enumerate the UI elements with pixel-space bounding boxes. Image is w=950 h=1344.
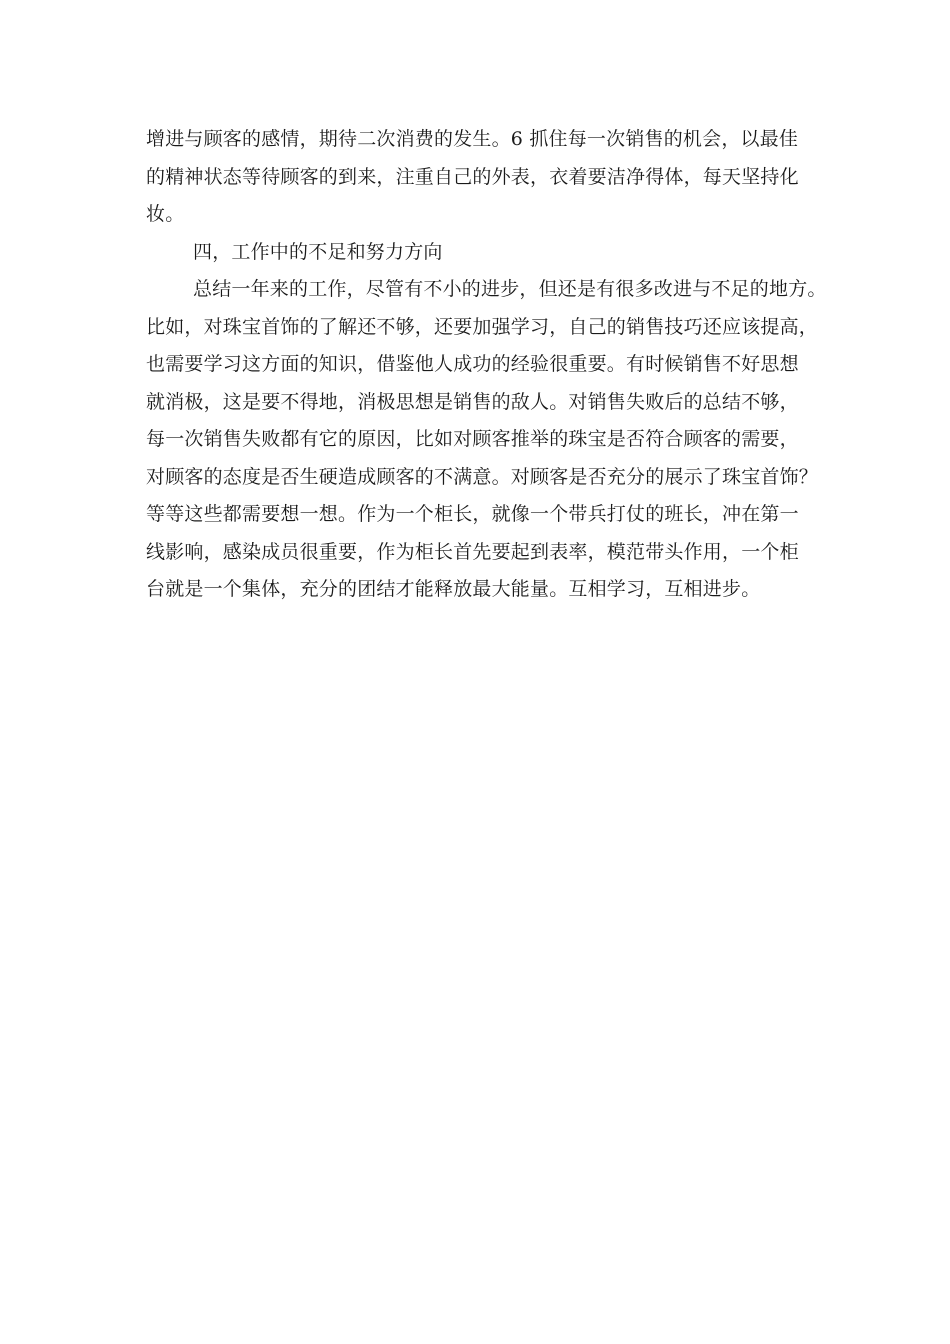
paragraph-line: 等等这些都需要想一想。作为一个柜长，就像一个带兵打仗的班长，冲在第一 bbox=[146, 503, 799, 525]
paragraph-line: 妆。 bbox=[146, 203, 185, 225]
section-heading: 四，工作中的不足和努力方向 bbox=[193, 240, 443, 263]
paragraph-line: 每一次销售失败都有它的原因，比如对顾客推举的珠宝是否符合顾客的需要， bbox=[146, 428, 799, 450]
paragraph-line: 增进与顾客的感情，期待二次消费的发生。6 抓住每一次销售的机会，以最佳 bbox=[146, 128, 799, 150]
paragraph-line: 总结一年来的工作，尽管有不小的进步，但还是有很多改进与不足的地方。 bbox=[193, 278, 827, 300]
paragraph-line: 台就是一个集体，充分的团结才能释放最大能量。互相学习，互相进步。 bbox=[146, 578, 761, 600]
paragraph-line: 对顾客的态度是否生硬造成顾客的不满意。对顾客是否充分的展示了珠宝首饰？ bbox=[146, 465, 819, 488]
paragraph-line: 线影响，感染成员很重要，作为柜长首先要起到表率，模范带头作用，一个柜 bbox=[146, 540, 799, 563]
paragraph-line: 也需要学习这方面的知识，借鉴他人成功的经验很重要。有时候销售不好思想 bbox=[146, 353, 799, 375]
paragraph-line: 比如，对珠宝首饰的了解还不够，还要加强学习，自己的销售技巧还应该提高， bbox=[146, 315, 819, 338]
paragraph-line: 的精神状态等待顾客的到来，注重自己的外表，衣着要洁净得体，每天坚持化 bbox=[146, 165, 799, 188]
document-body bbox=[146, 121, 826, 609]
paragraph-line: 就消极，这是要不得地，消极思想是销售的敌人。对销售失败后的总结不够， bbox=[146, 390, 799, 413]
